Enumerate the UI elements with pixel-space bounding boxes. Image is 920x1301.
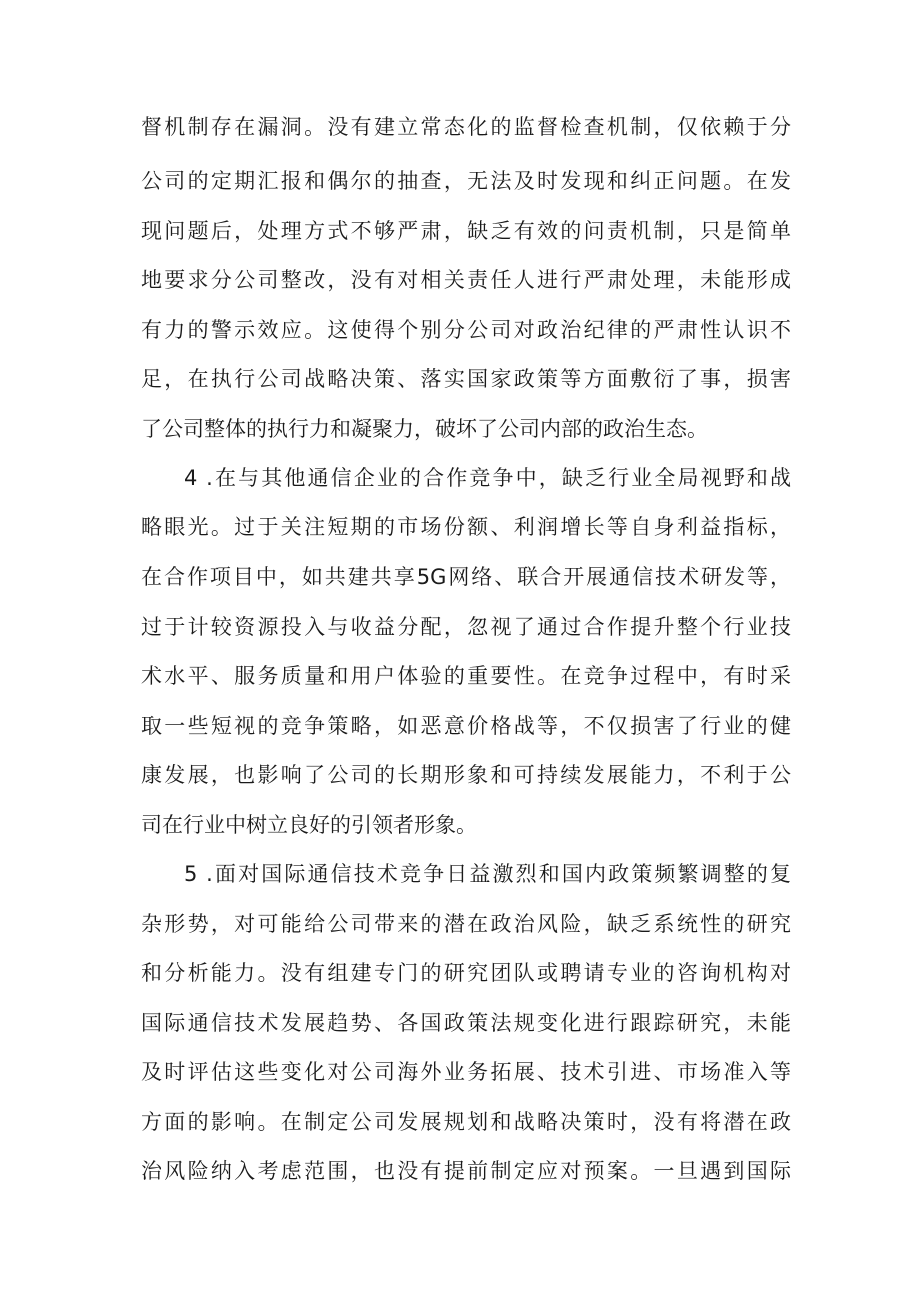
text-line: 过于计较资源投入与收益分配，忽视了通过合作提升整个行业技 (141, 615, 791, 639)
text-line: 地要求分公司整改，没有对相关责任人进行严肃处理，未能形成 (141, 268, 791, 292)
text-line: 督机制存在漏洞。没有建立常态化的监督检查机制，仅依赖于分 (141, 115, 791, 139)
text-line: 4 .在与其他通信企业的合作竞争中，缺乏行业全局视野和战 (184, 466, 791, 490)
text-line: 取一些短视的竞争策略，如恶意价格战等，不仅损害了行业的健 (141, 714, 791, 738)
text-line: 司在行业中树立良好的引领者形象。 (141, 813, 477, 837)
text-line: 5 .面对国际通信技术竞争日益激烈和国内政策频繁调整的复 (184, 862, 791, 886)
text-line: 术水平、服务质量和用户体验的重要性。在竞争过程中，有时采 (141, 664, 791, 688)
text-line: 方面的影响。在制定公司发展规划和战略决策时，没有将潜在政 (141, 1110, 791, 1134)
text-line: 有力的警示效应。这使得个别分公司对政治纪律的严肃性认识不 (141, 318, 791, 342)
text-line: 略眼光。过于关注短期的市场份额、利润增长等自身利益指标， (141, 515, 791, 539)
text-line: 及时评估这些变化对公司海外业务拓展、技术引进、市场准入等 (141, 1060, 791, 1084)
text-line: 了公司整体的执行力和凝聚力，破坏了公司内部的政治生态。 (141, 417, 708, 441)
text-line: 现问题后，处理方式不够严肃，缺乏有效的问责机制，只是简单 (141, 219, 791, 243)
text-line: 国际通信技术发展趋势、各国政策法规变化进行跟踪研究，未能 (141, 1011, 791, 1035)
text-line: 杂形势，对可能给公司带来的潜在政治风险，缺乏系统性的研究 (141, 912, 791, 936)
text-line: 公司的定期汇报和偶尔的抽查，无法及时发现和纠正问题。在发 (141, 169, 791, 193)
text-line: 在合作项目中，如共建共享5G网络、联合开展通信技术研发等， (141, 565, 791, 589)
text-line: 和分析能力。没有组建专门的研究团队或聘请专业的咨询机构对 (141, 961, 791, 985)
text-line: 治风险纳入考虑范围，也没有提前制定应对预案。一旦遇到国际 (141, 1159, 791, 1183)
text-line: 康发展，也影响了公司的长期形象和可持续发展能力，不利于公 (141, 763, 791, 787)
text-line: 足，在执行公司战略决策、落实国家政策等方面敷衍了事，损害 (141, 367, 791, 391)
